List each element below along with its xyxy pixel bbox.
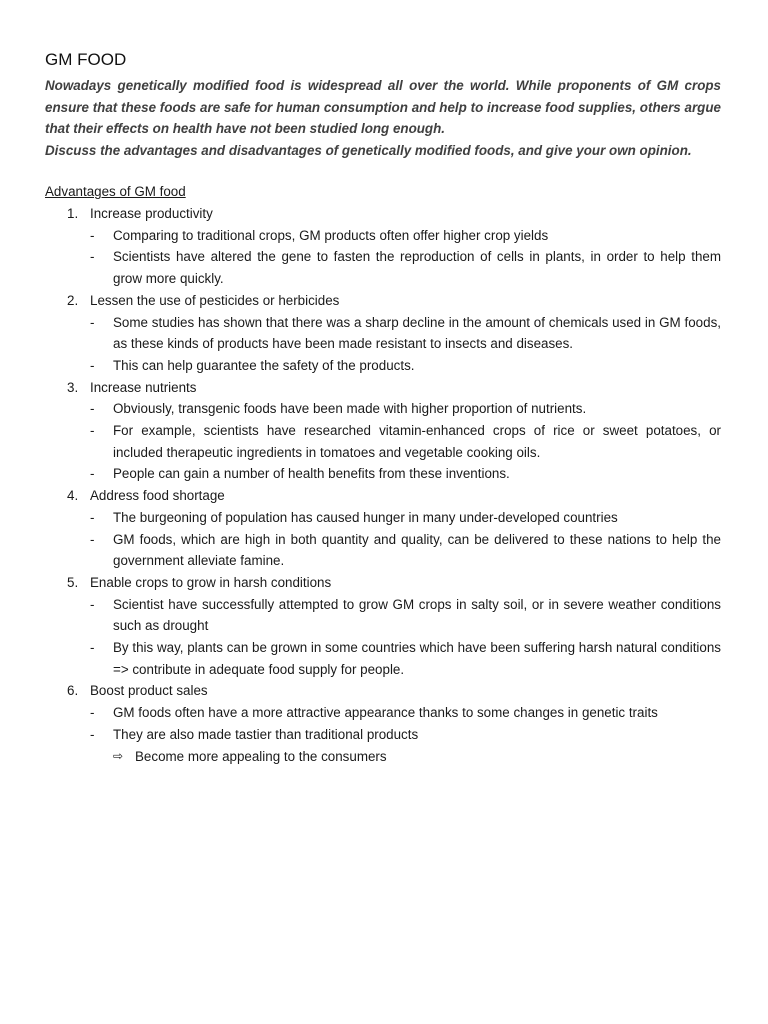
sub-item-text: Scientist have successfully attempted to grow GM crops in salty soil, or in severe weather conditions such as drought [113,596,721,634]
sub-item [90,398,721,420]
dash-bullet: - [90,423,95,439]
item-title: Lessen the use of pesticides or herbicides [90,292,340,308]
sub-item [90,355,721,377]
item-title: Increase productivity [90,206,213,221]
dash-bullet: - [90,640,95,656]
arrow-right-icon: ⇨ [113,748,124,763]
essay-prompt [45,75,721,162]
sub-item-text: GM foods often have a more attractive appearance thanks to some changes in genetic traits [113,705,658,721]
dash-bullet: - [90,314,95,330]
dash-bullet: - [90,531,95,547]
sub-item-text: The burgeoning of population has caused hunger in many under-developed countries [113,509,618,525]
sub-item [90,637,721,680]
sub-item [90,463,721,485]
dash-bullet: - [90,596,95,612]
sub-item-text: Obviously, transgenic foods have been made with higher proportion of nutrients. [113,401,587,417]
item-title: Address food shortage [90,488,225,504]
sub-item [90,702,721,724]
dash-bullet: - [90,249,95,265]
sub-item [90,594,721,637]
sub-item-text: GM foods, which are high in both quantity and quality, can be delivered to these nations to help the government alleviate famine. [113,531,721,569]
sub-item [90,225,721,247]
item-number: 2. [67,292,79,308]
page-title: GM FOOD [45,50,127,69]
list-item [45,680,721,767]
sub-list [90,702,721,745]
sub-item-text: Scientists have altered the gene to fasten the reproduction of cells in plants, in order to help them grow more quickly. [113,249,721,287]
list-item [45,485,721,572]
sub-item [90,507,721,529]
sub-item-text: Some studies has shown that there was a sharp decline in the amount of chemicals used in GM foods, as these kinds of products have been made resistant to insects and diseases. [113,314,721,352]
sub-item-text: Comparing to traditional crops, GM products often offer higher crop yields [113,227,549,243]
section-heading: Advantages of GM food [45,184,186,199]
sub-item-text: They are also made tastier than traditional products [113,726,419,742]
sub-list [90,594,721,681]
dash-bullet: - [90,401,95,417]
item-title: Boost product sales [90,683,208,699]
conclusion-line [90,746,721,768]
advantages-list [45,203,721,767]
sub-item [90,312,721,355]
item-number: 3. [67,379,79,395]
dash-bullet: - [90,705,95,721]
list-item [45,572,721,681]
item-title: Enable crops to grow in harsh conditions [90,574,332,590]
dash-bullet: - [90,466,95,482]
sub-item [90,724,721,746]
item-number: 6. [67,683,79,699]
sub-list [90,312,721,377]
dash-bullet: - [90,227,95,243]
sub-item-text: For example, scientists have researched vitamin-enhanced crops of rice or sweet potatoes, or included therapeutic ingredients in tomatoes and vegetable cooking oils. [113,423,721,460]
item-number: 1. [67,206,79,221]
list-item [45,203,721,290]
sub-list [90,398,721,485]
sub-item [90,420,721,463]
sub-list [90,225,721,290]
list-item [45,290,721,377]
list-item [45,377,721,486]
prompt-question: Discuss the advantages and disadvantages of genetically modified foods, and give your own opinion. [45,143,692,159]
dash-bullet: - [90,509,95,525]
sub-item-text: People can gain a number of health benefits from these inventions. [113,466,510,482]
sub-item-text: By this way, plants can be grown in some countries which have been suffering harsh natural conditions => contribute in adequate food supply for people. [113,640,721,677]
conclusion-text: Become more appealing to the consumers [135,748,387,764]
item-number: 5. [67,574,79,590]
sub-list [90,507,721,572]
sub-item [90,529,721,572]
item-number: 4. [67,488,79,504]
dash-bullet: - [90,357,95,373]
dash-bullet: - [90,726,95,742]
sub-item-text: This can help guarantee the safety of the products. [113,357,415,373]
sub-item [90,246,721,289]
prompt-paragraph: Nowadays genetically modified food is widespread all over the world. While proponents of GM crops ensure that these foods are safe for human consumption and help to increase food supplies, others argue that their effects on health have not been studied long enough. [45,78,721,137]
item-title: Increase nutrients [90,379,197,395]
